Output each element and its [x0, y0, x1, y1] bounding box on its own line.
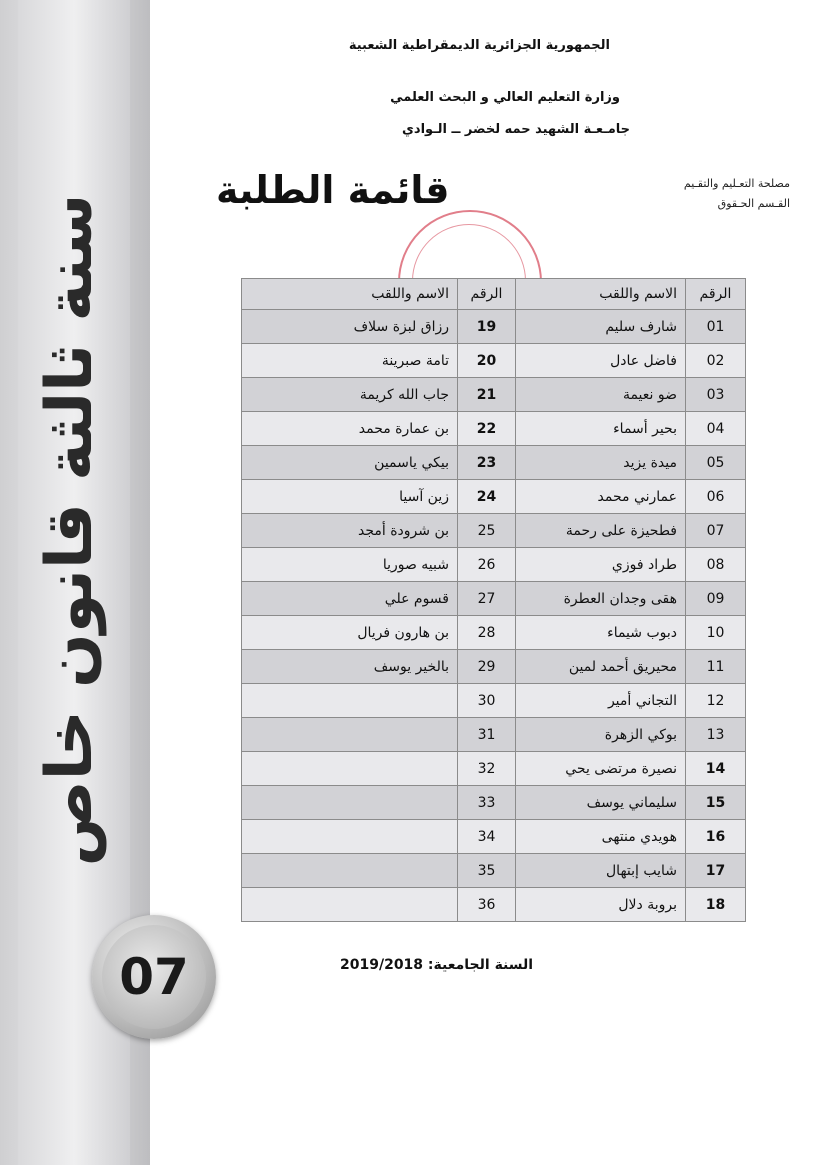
header-number-1: الرقم [686, 279, 746, 310]
student-name: بالخير يوسف [242, 650, 458, 684]
table-row [242, 412, 746, 446]
table-row [242, 480, 746, 514]
table-row [242, 514, 746, 548]
student-name: محيريق أحمد لمين [516, 650, 686, 684]
row-number: 18 [686, 888, 746, 922]
student-name: فاضل عادل [516, 344, 686, 378]
header-name-1: الاسم واللقب [516, 279, 686, 310]
student-name: عمارني محمد [516, 480, 686, 514]
student-name: نصيرة مرتضى يحي [516, 752, 686, 786]
student-name: طراد فوزي [516, 548, 686, 582]
row-number: 26 [458, 548, 516, 582]
row-number: 32 [458, 752, 516, 786]
student-name: ميدة يزيد [516, 446, 686, 480]
student-name: دبوب شيماء [516, 616, 686, 650]
student-name: بحير أسماء [516, 412, 686, 446]
office-block [684, 174, 790, 214]
academic-year: السنة الجامعية: 2019/2018 [340, 957, 534, 973]
class-title-vertical: سنة ثالثة قانون خاص [33, 193, 107, 867]
student-name: تامة صبرينة [242, 344, 458, 378]
student-name [242, 684, 458, 718]
student-name: سليماني يوسف [516, 786, 686, 820]
table-row [242, 582, 746, 616]
student-name: هقى وجدان العطرة [516, 582, 686, 616]
table-row [242, 718, 746, 752]
row-number: 14 [686, 752, 746, 786]
row-number: 22 [458, 412, 516, 446]
row-number: 33 [458, 786, 516, 820]
row-number: 02 [686, 344, 746, 378]
group-number: 07 [102, 925, 206, 1029]
republic-heading: الجمهورية الجزائرية الديمقراطية الشعبية [348, 38, 610, 53]
office-line-department: القـسم الحـقوق [717, 197, 790, 210]
table-row [242, 684, 746, 718]
row-number: 16 [686, 820, 746, 854]
table-row [242, 446, 746, 480]
table-row [242, 344, 746, 378]
ministry-heading: وزارة التعليم العالي و البحث العلمي [390, 90, 620, 105]
student-name: بن عمارة محمد [242, 412, 458, 446]
student-name: بروبة دلال [516, 888, 686, 922]
table-header-row [242, 279, 746, 310]
student-name [242, 786, 458, 820]
table-row [242, 786, 746, 820]
row-number: 20 [458, 344, 516, 378]
header-number-2: الرقم [458, 279, 516, 310]
student-name [242, 820, 458, 854]
row-number: 27 [458, 582, 516, 616]
row-number: 15 [686, 786, 746, 820]
student-name: ضو نعيمة [516, 378, 686, 412]
table-row [242, 548, 746, 582]
row-number: 28 [458, 616, 516, 650]
row-number: 01 [686, 310, 746, 344]
row-number: 36 [458, 888, 516, 922]
student-name: هويدي منتهى [516, 820, 686, 854]
student-name: بيكي ياسمين [242, 446, 458, 480]
row-number: 06 [686, 480, 746, 514]
row-number: 24 [458, 480, 516, 514]
table-row [242, 888, 746, 922]
row-number: 03 [686, 378, 746, 412]
row-number: 35 [458, 854, 516, 888]
row-number: 10 [686, 616, 746, 650]
row-number: 21 [458, 378, 516, 412]
student-name: التجاني أمير [516, 684, 686, 718]
student-name: بن شرودة أمجد [242, 514, 458, 548]
row-number: 25 [458, 514, 516, 548]
row-number: 05 [686, 446, 746, 480]
student-name: فطحيزة على رحمة [516, 514, 686, 548]
table-row [242, 650, 746, 684]
row-number: 29 [458, 650, 516, 684]
students-table [241, 278, 746, 922]
student-name [242, 888, 458, 922]
student-name: شايب إبتهال [516, 854, 686, 888]
student-name: قسوم علي [242, 582, 458, 616]
office-line-service: مصلحة التعـليم والتقـيم [683, 177, 790, 190]
student-name [242, 718, 458, 752]
student-name: بن هارون فريال [242, 616, 458, 650]
row-number: 31 [458, 718, 516, 752]
student-name [242, 752, 458, 786]
row-number: 04 [686, 412, 746, 446]
university-heading: جامـعـة الشهيد حمه لخضر ــ الـوادي [402, 122, 630, 137]
row-number: 34 [458, 820, 516, 854]
student-name: رزاق لبزة سلاف [242, 310, 458, 344]
table-row [242, 378, 746, 412]
table-row [242, 616, 746, 650]
student-name: زين آسيا [242, 480, 458, 514]
row-number: 23 [458, 446, 516, 480]
table-row [242, 854, 746, 888]
group-number-badge [92, 915, 216, 1039]
row-number: 17 [686, 854, 746, 888]
table-row [242, 752, 746, 786]
student-name: شارف سليم [516, 310, 686, 344]
row-number: 30 [458, 684, 516, 718]
row-number: 09 [686, 582, 746, 616]
header-name-2: الاسم واللقب [242, 279, 458, 310]
student-name [242, 854, 458, 888]
row-number: 19 [458, 310, 516, 344]
page-title: قائمة الطلبة [216, 168, 450, 212]
student-name: شبيه صوريا [242, 548, 458, 582]
table-row [242, 310, 746, 344]
table-row [242, 820, 746, 854]
student-name: بوكي الزهرة [516, 718, 686, 752]
row-number: 08 [686, 548, 746, 582]
student-name: جاب الله كريمة [242, 378, 458, 412]
row-number: 07 [686, 514, 746, 548]
row-number: 13 [686, 718, 746, 752]
row-number: 11 [686, 650, 746, 684]
row-number: 12 [686, 684, 746, 718]
